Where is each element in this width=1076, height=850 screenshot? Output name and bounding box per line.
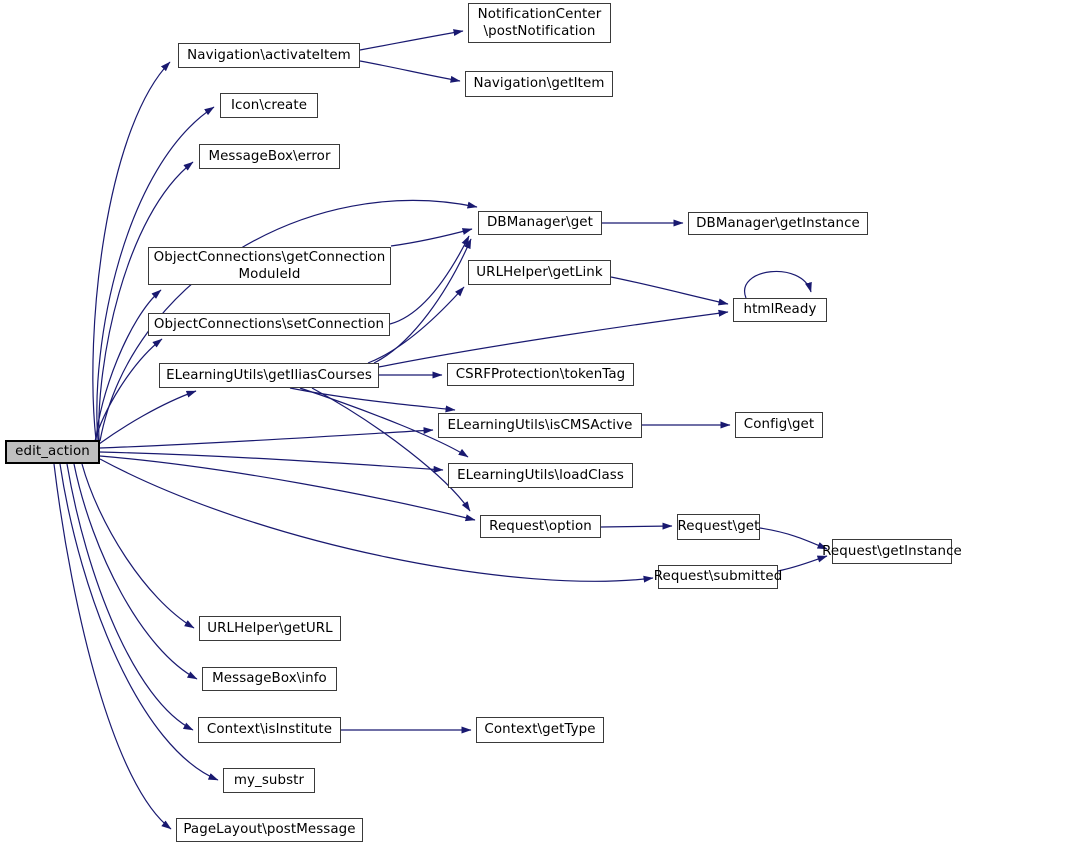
node-messagebox-error[interactable]: MessageBox\error [199,144,340,169]
edge-getiliascourses-to-iscmsactive [290,388,455,410]
edge-activateitem-to-getitem [360,61,460,81]
edge-setconnection-to-dbmanager-get [390,236,469,324]
node-request-getinstance[interactable]: Request\getInstance [832,539,952,564]
edge-htmlready-self-loop [745,271,811,298]
edge-edit-action-to-pagelayout-postmessage [54,464,171,829]
edge-getconnectionmoduleid-to-dbmanager-get [391,229,472,246]
node-my-substr[interactable]: my_substr [223,768,315,793]
node-request-option[interactable]: Request\option [480,515,601,538]
node-navigation-getitem[interactable]: Navigation\getItem [465,71,613,97]
node-urlhelper-getlink[interactable]: URLHelper\getLink [468,260,611,285]
node-config-get[interactable]: Config\get [735,412,823,438]
edge-edit-action-to-context-isinstitute [67,464,193,730]
node-dbmanager-getinstance[interactable]: DBManager\getInstance [688,212,868,235]
node-dbmanager-get[interactable]: DBManager\get [478,211,602,235]
edge-request-get-to-getinstance [760,528,827,549]
node-context-isinstitute[interactable]: Context\isInstitute [198,717,341,743]
node-urlhelper-geturl[interactable]: URLHelper\getURL [199,616,341,641]
edge-urlhelper-getlink-to-htmlready [611,277,728,304]
edge-request-option-to-request-get [601,526,672,527]
node-objectconnections-getconnectionmoduleid[interactable]: ObjectConnections\getConnection ModuleId [148,247,391,285]
node-request-submitted[interactable]: Request\submitted [658,565,778,589]
node-pagelayout-postmessage[interactable]: PageLayout\postMessage [176,818,363,842]
node-icon-create[interactable]: Icon\create [220,93,318,118]
node-objectconnections-setconnection[interactable]: ObjectConnections\setConnection [148,313,390,336]
node-messagebox-info[interactable]: MessageBox\info [202,667,337,691]
node-context-gettype[interactable]: Context\getType [476,717,604,743]
node-elearningutils-loadclass[interactable]: ELearningUtils\loadClass [448,463,633,488]
node-request-get[interactable]: Request\get [677,514,760,540]
edge-activateitem-to-postnotification [360,31,463,50]
node-navigation-activateitem[interactable]: Navigation\activateItem [178,43,360,68]
node-edit-action: edit_action [5,440,100,464]
node-notificationcenter-postnotification[interactable]: NotificationCenter \postNotification [468,3,611,43]
node-csrfprotection-tokentag[interactable]: CSRFProtection\tokenTag [447,363,634,386]
node-elearningutils-getiliascourses[interactable]: ELearningUtils\getIliasCourses [159,363,379,388]
edge-edit-action-to-request-option [100,456,475,520]
node-elearningutils-iscmsactive[interactable]: ELearningUtils\isCMSActive [438,413,642,438]
edge-getiliascourses-to-request-option [312,388,470,511]
edge-request-submitted-to-getinstance [778,556,827,571]
node-htmlready[interactable]: htmlReady [733,298,827,322]
